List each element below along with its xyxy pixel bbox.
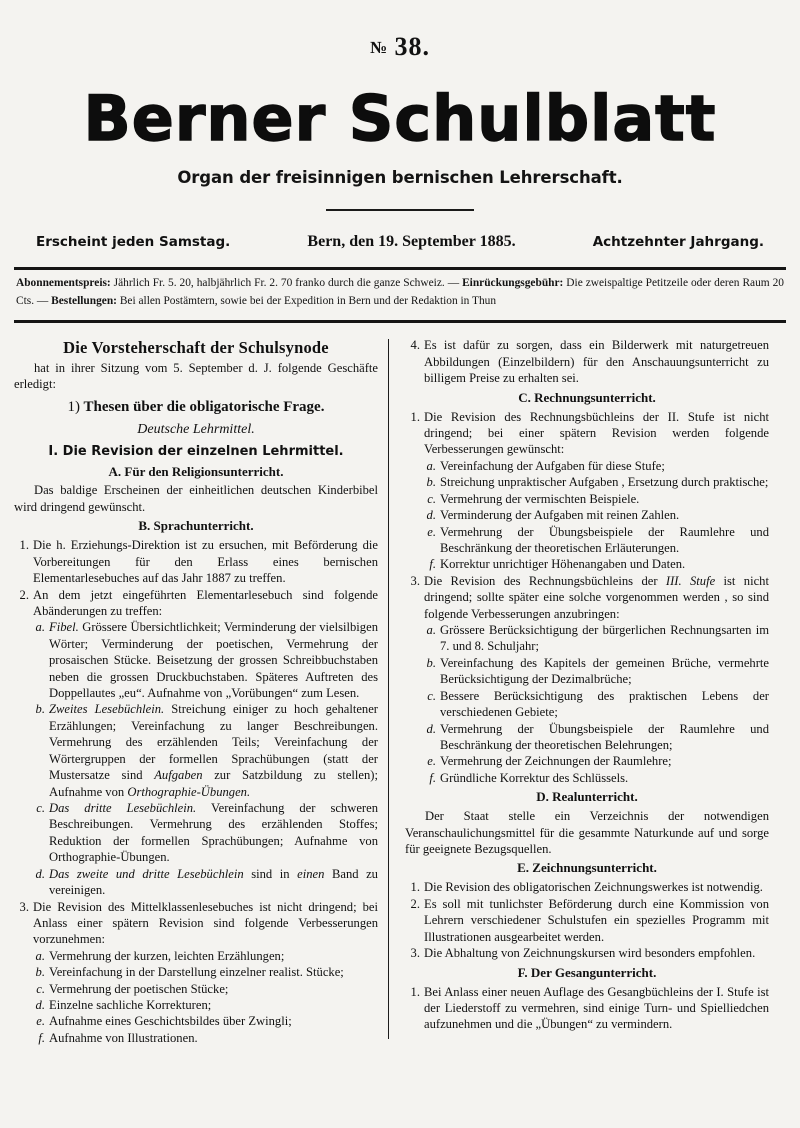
terms-text-subscription: Jährlich Fr. 5. 20, halbjährlich Fr. 2. 70 franko durch die ganze Schweiz. —	[110, 277, 463, 289]
list-item	[31, 997, 378, 1013]
section-roman-i: I. Die Revision der einzelnen Lehrmittel.	[48, 443, 344, 459]
right-column	[389, 337, 769, 1085]
list-item	[422, 458, 769, 474]
list-item	[422, 655, 769, 688]
list-item-body-tail: zur Satzbildung zu stellen); Aufnahme von	[49, 768, 378, 799]
list-marker: e.	[427, 524, 436, 539]
list-item-body-tail: Band zu vereinigen.	[49, 866, 378, 898]
list-item-text: Aufnahme von Illustrationen.	[49, 1030, 198, 1045]
list-item-text: Die Revision des obligatorischen Zeichnungswerkes ist notwendig.	[424, 880, 763, 895]
list-item	[422, 622, 769, 655]
list-item-text: Einzelne sachliche Korrekturen;	[49, 998, 212, 1013]
list-marker: 2.	[410, 896, 420, 911]
page-title: Berner Schulblatt	[83, 82, 717, 155]
list-item-body: sind in	[243, 866, 298, 881]
list-marker: a.	[35, 948, 45, 963]
list-item	[422, 721, 769, 754]
list-item-text	[49, 701, 378, 800]
list-item-text: Vereinfachung des Kapitels der gemeinen Brüche, vermehrte Berücksichtigung der Dezimalbrüche;	[440, 655, 769, 687]
section-a-heading: A. Für den Religionsunterricht.	[108, 463, 284, 479]
list-marker: d.	[426, 721, 436, 736]
list-item-text: Gründliche Korrektur des Schlüssels.	[440, 770, 629, 785]
numero-symbol: №	[369, 38, 388, 57]
list-item	[31, 800, 378, 866]
list-marker: d.	[35, 998, 45, 1013]
list-marker: a.	[426, 623, 436, 638]
list-item-text: Die Revision des Mittelklassenlesebuches ist nicht dringend; bei Anlass einer spätern Revision sind folgende Verbesserungen vorzunehmen:	[33, 899, 378, 947]
list-item-text	[49, 619, 378, 701]
publication-frequency: Erscheint jeden Samstag.	[36, 234, 231, 250]
list-marker: b.	[35, 702, 45, 717]
list-marker: b.	[426, 475, 436, 490]
masthead-divider	[326, 209, 474, 211]
list-item	[31, 981, 378, 997]
list-item	[31, 866, 378, 899]
list-marker: d.	[426, 508, 436, 523]
section-d-heading: D. Realunterricht.	[536, 789, 638, 805]
list-item-text: Vereinfachung in der Darstellung einzelner realist. Stücke;	[49, 965, 344, 980]
terms-text-orders: Bei allen Postämtern, sowie bei der Expedition in Bern und der Redaktion in Thun	[116, 294, 497, 307]
list-item-emph: Aufgaben	[154, 768, 203, 783]
list-item	[31, 964, 378, 980]
list-item	[405, 337, 769, 386]
article-headline: Die Vorsteherschaft der Schulsynode	[63, 338, 329, 358]
sub-list	[14, 948, 378, 1047]
list-item-lead: Zweites Lesebüchlein.	[49, 702, 165, 717]
list-item	[422, 753, 769, 769]
terms-label-subscription: Abonnementspreis:	[16, 277, 111, 289]
list-marker: 2.	[19, 587, 29, 602]
list-marker: d.	[35, 866, 45, 881]
list-item-lead: Das dritte Lesebüchlein.	[49, 801, 197, 815]
subscription-terms	[14, 270, 786, 314]
terms-text-insertion-fee: Die zweispaltige Petitzeile oder deren Raum 20 Cts. —	[16, 277, 785, 307]
list-marker: f.	[429, 557, 436, 572]
masthead-subtitle: Organ der freisinnigen bernischen Lehrerschaft.	[177, 168, 623, 187]
list-item-text: An dem jetzt eingeführten Elementarlesebuch sind folgende Abänderungen zu treffen:	[33, 587, 378, 618]
list-marker: e.	[427, 754, 436, 769]
list-item	[14, 899, 378, 948]
sub-list	[405, 458, 769, 573]
list-item-text	[49, 800, 378, 866]
list-item-text: Verminderung der Aufgaben mit reinen Zahlen.	[440, 508, 680, 523]
thesis-heading	[14, 398, 378, 418]
list-marker: 3.	[410, 946, 420, 961]
terms-rule-bottom	[14, 320, 786, 323]
section-b-heading: B. Sprachunterricht.	[138, 518, 254, 534]
list-item-text: Vermehrung der poetischen Stücke;	[49, 981, 229, 996]
masthead-info-row	[14, 233, 786, 251]
section-d-text: Der Staat stelle ein Verzeichnis der notwendigen Veranschaulichungsmittel für die gesammte Naturkunde auf und sorge für geeignete Bezugsquellen.	[405, 809, 769, 857]
left-column	[14, 337, 388, 1085]
section-a-text: Das baldige Erscheinen der einheitlichen deutschen Kinderbibel wird dringend gewünscht.	[14, 483, 378, 514]
list-marker: f.	[429, 770, 436, 785]
list-item-text: Vereinfachung der Aufgaben für diese Stufe;	[440, 458, 665, 473]
list-item-text: Bei Anlass einer neuen Auflage des Gesangbüchleins der I. Stufe ist der Liederstoff zu vermehren, sind einige Turn- und Spielliedchen aufzunehmen und die „Übungen“ zu vermindern.	[424, 984, 769, 1032]
newspaper-page	[0, 34, 800, 1128]
list-item-emph: III. Stufe	[665, 573, 716, 588]
list-marker: 3.	[19, 899, 29, 914]
list-item-text: Vermehrung der Übungsbeispiele der Raumlehre und Beschränkung der theoretischen Belehrungen;	[440, 721, 769, 752]
list-item-text: Streichung unpraktischer Aufgaben , Ersetzung durch praktische;	[440, 475, 769, 490]
article-columns	[14, 337, 786, 1085]
list-item	[31, 948, 378, 964]
list-item-text: Es ist dafür zu sorgen, dass ein Bilderwerk mit naturgetreuen Abbildungen (Einzelbildern) für den Anschauungsunterricht zu billigem Preise zu erhalten sei.	[424, 338, 769, 386]
list-marker: e.	[36, 1014, 45, 1029]
list-marker: a.	[35, 620, 45, 635]
list-item	[405, 945, 769, 961]
list-item	[405, 984, 769, 1033]
list-item-lead: Fibel.	[49, 620, 79, 635]
list-marker: 1.	[410, 984, 420, 999]
list-item	[422, 474, 769, 490]
list-item	[31, 1013, 378, 1029]
list-item	[31, 1030, 378, 1046]
list-marker: b.	[426, 655, 436, 670]
list-item-text: Die Revision des Rechnungsbüchleins der II. Stufe ist nicht dringend; bei einer spätern Revision werden folgende Verbesserungen gewünscht:	[424, 409, 769, 457]
list-marker: c.	[36, 801, 45, 815]
list-item-body: Grössere Übersichtlichkeit; Verminderung der vielsilbigen Wörter; Verminderung der poetischen, Vermehrung der prosaischen Stücke. Beisetzung der grossen Schreibbuchstaben neben die grossen Druckbuchstaben. Späteres Auftreten des Doppellautes „eu“. Aufnahme von „Vorübungen“ zum Lesen.	[49, 620, 378, 701]
list-item-body: Vereinfachung der schweren Beschreibungen. Vermehrung des erzählenden Stoffes; Reduktion der formellen Sprachübungen; Aufnahme von Orthographie-Übungen.	[49, 801, 378, 865]
list-item-text: Aufnahme eines Geschichtsbildes über Zwingli;	[49, 1014, 292, 1029]
masthead	[14, 34, 786, 251]
publication-volume: Achtzehnter Jahrgang.	[592, 234, 764, 250]
list-marker: 3.	[410, 573, 420, 588]
list-item-emph: einen	[297, 866, 325, 881]
issue-number-value: 38.	[394, 32, 431, 61]
list-item	[31, 701, 378, 800]
list-item	[422, 556, 769, 572]
list-marker: 1.	[410, 880, 420, 895]
list-marker: c.	[427, 491, 436, 506]
list-marker: c.	[36, 981, 45, 996]
list-item-text	[49, 866, 378, 899]
list-item	[14, 537, 378, 586]
section-c-heading: C. Rechnungsunterricht.	[518, 389, 656, 405]
list-marker: a.	[426, 458, 436, 473]
list-item	[405, 409, 769, 458]
list-item-text: Die h. Erziehungs-Direktion ist zu ersuchen, mit Beförderung die Vorbereitungen für den Erlass eines bernischen Elementarlesebuches auf das Jahr 1887 zu treffen.	[33, 538, 378, 586]
list-marker: f.	[38, 1030, 45, 1045]
sub-list	[405, 622, 769, 786]
list-item-body-tail: ist nicht dringend; sollte später eine solche vorgenommen werden , so sind folgende Verbesserungen anzubringen:	[424, 573, 769, 621]
thesis-number: 1)	[67, 398, 81, 415]
list-item-text: Korrektur unrichtiger Höhenangaben und Daten.	[440, 557, 686, 572]
list-item-body: Die Revision des Rechnungsbüchleins der	[424, 573, 666, 588]
list-item	[422, 491, 769, 507]
list-item	[14, 587, 378, 620]
list-item-text: Die Abhaltung von Zeichnungskursen wird besonders empfohlen.	[424, 946, 756, 961]
list-marker: b.	[35, 965, 45, 980]
sub-list	[14, 619, 378, 898]
list-marker: 1.	[19, 538, 29, 553]
publication-place-date: Bern, den 19. September 1885.	[307, 233, 516, 250]
list-item-text: Grössere Berücksichtigung der bürgerlichen Rechnungsarten im 7. und 8. Schuljahr;	[440, 623, 769, 654]
list-item	[31, 619, 378, 701]
list-item	[405, 573, 769, 622]
list-item-emph-2: Orthographie-Übungen.	[127, 784, 251, 799]
list-item-text: Bessere Berücksichtigung des praktischen Lebens der verschiedenen Gebiete;	[440, 688, 769, 720]
list-item-text: Vermehrung der Zeichnungen der Raumlehre;	[440, 754, 672, 769]
list-item-lead: Das zweite und dritte Lesebüchlein	[49, 866, 244, 881]
issue-number	[14, 34, 786, 60]
article-intro: hat in ihrer Sitzung vom 5. September d. J. folgende Geschäfte erledigt:	[14, 360, 378, 392]
list-item-text: Vermehrung der kurzen, leichten Erzählungen;	[49, 948, 285, 963]
list-item-body: Streichung einiger zu hoch gehaltener Erzählungen; Vereinfachung zu langer Beschreibungen. Vermehrung des erzählenden Teils; Vereinfachung der Wörtergruppen der formellen Sprachübungen (statt der Mustersatze sind	[49, 702, 379, 783]
section-f-heading: F. Der Gesangunterricht.	[517, 964, 657, 980]
list-item	[422, 770, 769, 786]
list-item-text: Es soll mit tunlichster Beförderung durch eine Kommission von Lehrern verschiedener Schulstufen ein spezielles Programm mit Illustrationen ausgearbeitet werden.	[424, 896, 769, 944]
terms-label-orders: Bestellungen:	[51, 294, 117, 307]
list-item	[405, 896, 769, 945]
list-item-text: Vermehrung der vermischten Beispiele.	[440, 491, 640, 506]
section-e-heading: E. Zeichnungsunterricht.	[517, 860, 657, 876]
section-deutsche-lehrmittel: Deutsche Lehrmittel.	[137, 422, 255, 438]
list-marker: c.	[427, 688, 436, 703]
list-marker: 4.	[410, 338, 420, 353]
list-item	[422, 524, 769, 557]
list-item-text: Vermehrung der Übungsbeispiele der Raumlehre und Beschränkung der theoretischen Erläuterungen.	[440, 524, 769, 555]
thesis-title-text: Thesen über die obligatorische Frage.	[83, 398, 325, 415]
list-item	[422, 507, 769, 523]
list-marker: 1.	[410, 409, 420, 424]
list-item-text	[424, 573, 769, 622]
list-item	[405, 879, 769, 895]
list-item	[422, 688, 769, 721]
terms-label-insertion-fee: Einrückungsgebühr:	[462, 277, 564, 289]
